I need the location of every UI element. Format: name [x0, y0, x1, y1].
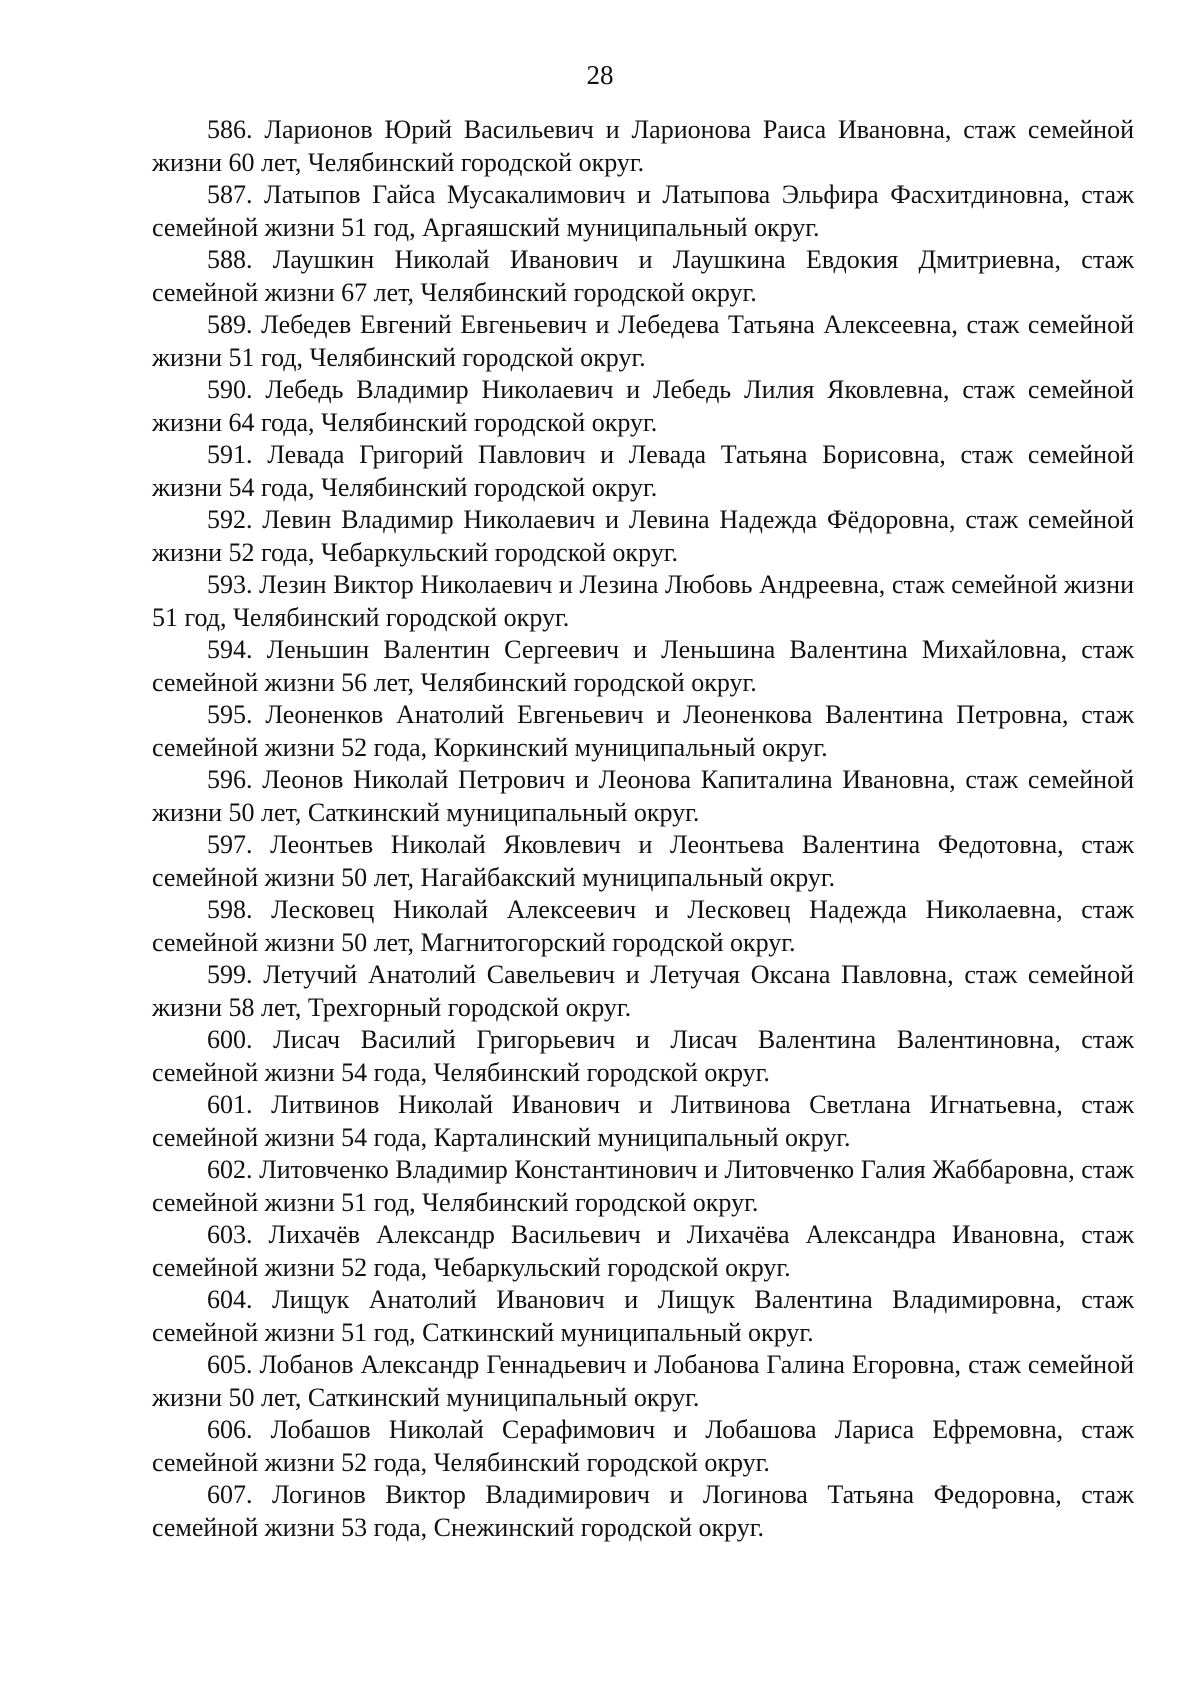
list-item: 598. Лесковец Николай Алексеевич и Лесковец Надежда Николаевна, стаж семейной жизни 50 лет, Магнитогорский городской округ.: [152, 895, 1134, 957]
list-item: 600. Лисач Василий Григорьевич и Лисач Валентина Валентиновна, стаж семейной жизни 54 года, Челябинский городской округ.: [152, 1025, 1134, 1087]
list-item: 593. Лезин Виктор Николаевич и Лезина Любовь Андреевна, стаж семейной жизни 51 год, Челябинский городской округ.: [152, 570, 1134, 632]
list-item: 595. Леоненков Анатолий Евгеньевич и Леоненкова Валентина Петровна, стаж семейной жизни 52 года, Коркинский муниципальный округ.: [152, 700, 1134, 762]
list-item: 606. Лобашов Николай Серафимович и Лобашова Лариса Ефремовна, стаж семейной жизни 52 года, Челябинский городской округ.: [152, 1415, 1134, 1477]
list-item: 589. Лебедев Евгений Евгеньевич и Лебедева Татьяна Алексеевна, стаж семейной жизни 51 год, Челябинский городской округ.: [152, 310, 1134, 372]
list-item: 596. Леонов Николай Петрович и Леонова Капиталина Ивановна, стаж семейной жизни 50 лет, Саткинский муниципальный округ.: [152, 765, 1134, 827]
list-item: 592. Левин Владимир Николаевич и Левина Надежда Фёдоровна, стаж семейной жизни 52 года, Чебаркульский городской округ.: [152, 505, 1134, 567]
list-item: 599. Летучий Анатолий Савельевич и Летучая Оксана Павловна, стаж семейной жизни 58 лет, Трехгорный городской округ.: [152, 960, 1134, 1022]
list-item: 601. Литвинов Николай Иванович и Литвинова Светлана Игнатьевна, стаж семейной жизни 54 года, Карталинский муниципальный округ.: [152, 1090, 1134, 1152]
list-item: 602. Литовченко Владимир Константинович и Литовченко Галия Жаббаровна, стаж семейной жизни 51 год, Челябинский городской округ.: [152, 1155, 1134, 1217]
list-item: 590. Лебедь Владимир Николаевич и Лебедь Лилия Яковлевна, стаж семейной жизни 64 года, Челябинский городской округ.: [152, 375, 1134, 437]
list-item: 591. Левада Григорий Павлович и Левада Татьяна Борисовна, стаж семейной жизни 54 года, Челябинский городской округ.: [152, 440, 1134, 502]
list-item: 605. Лобанов Александр Геннадьевич и Лобанова Галина Егоровна, стаж семейной жизни 50 лет, Саткинский муниципальный округ.: [152, 1350, 1134, 1412]
list-item: 594. Леньшин Валентин Сергеевич и Леньшина Валентина Михайловна, стаж семейной жизни 56 лет, Челябинский городской округ.: [152, 635, 1134, 697]
list-item: 607. Логинов Виктор Владимирович и Логинова Татьяна Федоровна, стаж семейной жизни 53 года, Снежинский городской округ.: [152, 1480, 1134, 1542]
list-item: 597. Леонтьев Николай Яковлевич и Леонтьева Валентина Федотовна, стаж семейной жизни 50 лет, Нагайбакский муниципальный округ.: [152, 830, 1134, 892]
list-item: 603. Лихачёв Александр Васильевич и Лихачёва Александра Ивановна, стаж семейной жизни 52 года, Чебаркульский городской округ.: [152, 1220, 1134, 1282]
entry-list: [152, 114, 1134, 1544]
list-item: 587. Латыпов Гайса Мусакалимович и Латыпова Эльфира Фасхитдиновна, стаж семейной жизни 51 год, Аргаяшский муниципальный округ.: [152, 180, 1134, 242]
page-number: 28: [586, 60, 614, 90]
list-item: 604. Лищук Анатолий Иванович и Лищук Валентина Владимировна, стаж семейной жизни 51 год, Саткинский муниципальный округ.: [152, 1285, 1134, 1347]
list-item: 588. Лаушкин Николай Иванович и Лаушкина Евдокия Дмитриевна, стаж семейной жизни 67 лет, Челябинский городской округ.: [152, 245, 1134, 307]
list-item: 586. Ларионов Юрий Васильевич и Ларионова Раиса Ивановна, стаж семейной жизни 60 лет, Челябинский городской округ.: [152, 115, 1134, 177]
